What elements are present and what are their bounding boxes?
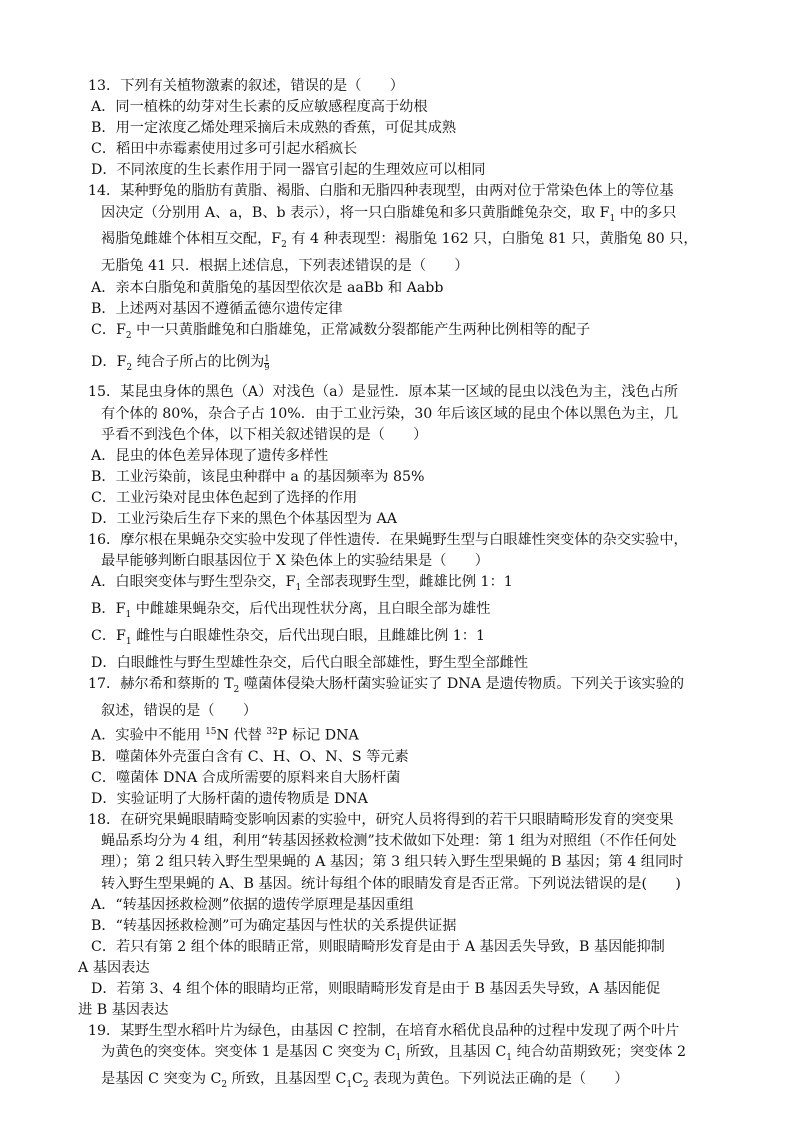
text-segment: C．F: [91, 321, 126, 338]
question-16-stem-line-2: 最早能够判断白眼基因位于 X 染色体上的实验结果是（ ）: [101, 553, 489, 570]
subscript: 2: [281, 240, 287, 251]
text-segment: 全部表现野生型，雌雄比例 1：1: [301, 574, 513, 591]
question-14-stem-line-3: [101, 229, 738, 256]
text-segment: 所致，且基因 C: [401, 1044, 507, 1061]
question-15-option-a: A．昆虫的体色差异体现了遗传多样性: [91, 447, 329, 464]
text-segment: 表现为黄色。下列说法正确的是（ ）: [368, 1071, 629, 1088]
question-16-option-a: [91, 572, 738, 599]
subscript: 1: [346, 1080, 353, 1091]
question-16-option-b: [91, 599, 738, 626]
text-segment: A．实验中不能用: [91, 727, 206, 744]
question-18-option-d-line-1: D．若第 3、4 组个体的眼睛均正常，则眼睛畸形发育是由于 B 基因丢失导致，A 基因能促: [91, 981, 661, 998]
text-segment: 因决定（分别用 A、a，B、b 表示），将一只白脂雄兔和多只黄脂雌兔杂交，取 F: [101, 204, 610, 221]
question-15-stem-line-3: 乎看不到浅色个体，以下相关叙述错误的是（ ）: [101, 426, 428, 443]
subscript: 2: [221, 1080, 228, 1091]
text-segment: P 标记 DNA: [277, 727, 359, 744]
question-17-stem-line-1: [88, 674, 738, 701]
text-segment: 噬菌体侵染大肠杆菌实验证实了 DNA 是遗传物质。下列关于该实验的: [239, 676, 685, 693]
subscript: 1: [506, 1053, 512, 1064]
question-13-stem: 13．下列有关植物激素的叙述，错误的是（ ）: [88, 78, 404, 94]
question-18-option-a: A．“转基因拯救检测”依据的遗传学原理是基因重组: [91, 896, 414, 913]
question-14-option-c: [91, 320, 738, 347]
subscript: 1: [395, 1053, 402, 1064]
question-14-stem-line-1: 14．某种野兔的脂肪有黄脂、褐脂、白脂和无脂四种表现型，由两对位于常染色体上的等位基: [88, 183, 674, 200]
subscript: 1: [125, 610, 132, 621]
question-17-stem-line-2: 叙述，错误的是（ ）: [101, 703, 258, 720]
question-14: [78, 181, 738, 382]
subscript: 1: [609, 213, 616, 224]
superscript: 32: [266, 727, 278, 738]
question-16-option-c: [91, 626, 738, 653]
text-segment: N 代替: [216, 727, 267, 744]
question-14-option-d: [91, 347, 738, 383]
question-15-option-c: C．工业污染对昆虫体色起到了选择的作用: [91, 489, 358, 506]
fraction: [264, 355, 269, 372]
question-14-option-b: B．上述两对基因不遵循孟德尔遗传定律: [91, 300, 343, 317]
text-segment: 纯合子所占的比例为: [132, 353, 265, 370]
question-17-option-a: [91, 722, 738, 747]
subscript: 1: [295, 583, 302, 594]
question-18-option-d-line-2: 进 B 基因表达: [78, 1002, 169, 1019]
question-17-option-b: B．噬菌体外壳蛋白含有 C、H、O、N、S 等元素: [91, 748, 409, 765]
text-segment: 中一只黄脂雌兔和白脂雄兔，正常减数分裂都能产生两种比例相等的配子: [131, 321, 591, 338]
question-16-stem-line-1: 16．摩尔根在果蝇杂交实验中发现了伴性遗传．在果蝇野生型与白眼雄性突变体的杂交实验中，: [88, 532, 688, 549]
question-13-option-a: A．同一植株的幼芽对生长素的反应敏感程度高于幼根: [91, 99, 428, 116]
text-segment: 为黄色的突变体。突变体 1 是基因 C 突变为 C: [101, 1044, 396, 1061]
question-15-option-d: D．工业污染后生存下来的黑色个体基因型为 AA: [91, 511, 397, 527]
text-segment: 是基因 C 突变为 C: [101, 1071, 222, 1088]
question-13-option-d: D．不同浓度的生长素作用于同一器官引起的生理效应可以相同: [91, 162, 486, 179]
question-17: [78, 674, 738, 810]
question-13: [78, 76, 738, 181]
question-19-stem-line-1: 19．某野生型水稻叶片为绿色，由基因 C 控制，在培育水稻优良品种的过程中发现了两个叶片: [88, 1023, 680, 1040]
question-15-stem-line-1: 15．某昆虫身体的黑色（A）对浅色（a）是显性．原本某一区域的昆虫以浅色为主，浅色占所: [88, 384, 679, 401]
question-18-stem-line-1: 18．在研究果蝇眼睛畸变影响因素的实验中，研究人员将得到的若干只眼睛畸形发育的突变果: [88, 812, 674, 829]
text-segment: 中的多只: [615, 204, 677, 221]
question-14-stem-line-4: 无脂兔 41 只．根据上述信息，下列表述错误的是（ ）: [101, 258, 469, 275]
fraction-numerator: 1: [264, 353, 270, 363]
question-15-stem-line-2: 有个体的 80%，杂合子占 10%．由于工业污染，30 年后该区域的昆虫个体以黑色为主，几: [101, 405, 679, 422]
subscript: 2: [362, 1080, 369, 1091]
question-15-option-b: B．工业污染前，该昆虫种群中 a 的基因频率为 85%: [91, 468, 425, 485]
subscript: 1: [125, 636, 132, 647]
question-19-stem-line-3: [101, 1069, 738, 1096]
question-14-stem-line-2: [101, 203, 738, 230]
text-segment: 褐脂兔雌雄个体相互交配，F: [101, 231, 282, 248]
question-18-stem-line-2: 蝇品系均分为 4 组，利用“转基因拯救检测”技术做如下处理：第 1 组为对照组（不作任何处: [101, 833, 677, 850]
question-18: [78, 810, 738, 1021]
question-18-stem-line-4: 转入野生型果蝇的 A、B 基因。统计每组个体的眼睛发育是否正常。下列说法错误的是( ): [101, 875, 681, 892]
fraction-denominator: 9: [264, 362, 270, 372]
question-19-stem-line-2: [101, 1042, 738, 1069]
question-15: [78, 382, 738, 530]
text-segment: A．白眼突变体与野生型杂交，F: [91, 574, 296, 591]
text-segment: 雌性与白眼雄性杂交，后代出现白眼，且雌雄比例 1：1: [131, 628, 486, 645]
text-segment: 所致，且基因型 C: [227, 1071, 347, 1088]
question-16-option-d: D．白眼雌性与野生型雄性杂交，后代白眼全部雄性，野生型全部雌性: [91, 655, 529, 672]
text-segment: B．F: [91, 601, 126, 618]
question-18-stem-line-3: 理）；第 2 组只转入野生型果蝇的 A 基因；第 3 组只转入野生型果蝇的 B 基因；第 4 组同时: [101, 854, 684, 871]
question-17-option-d: D．实验证明了大肠杆菌的遗传物质是 DNA: [91, 791, 368, 808]
question-18-option-c-line-1: C．若只有第 2 组个体的眼睛正常，则眼睛畸形发育是由于 A 基因丢失导致，B 基因能抑制: [91, 938, 665, 955]
superscript: 15: [205, 727, 217, 738]
text-segment: 有 4 种表现型：褐脂兔 162 只，白脂兔 81 只，黄脂兔 80 只，: [286, 231, 698, 248]
text-segment: C: [352, 1071, 363, 1088]
subscript: 2: [233, 684, 240, 695]
text-segment: 17．赫尔希和蔡斯的 T: [88, 676, 234, 693]
text-segment: C．F: [91, 628, 126, 645]
subscript: 2: [126, 362, 133, 373]
question-18-option-b: B．“转基因拯救检测”可为确定基因与性状的关系提供证据: [91, 917, 457, 934]
question-17-option-c: C．噬菌体 DNA 合成所需要的原料来自大肠杆菌: [91, 770, 401, 787]
question-18-option-c-line-2: A 基因表达: [78, 959, 150, 976]
text-segment: D．F: [91, 353, 127, 370]
text-segment: 中雌雄果蝇杂交，后代出现性状分离，且白眼全部为雄性: [131, 601, 491, 618]
text-segment: 纯合幼苗期致死；突变体 2: [511, 1044, 687, 1061]
subscript: 2: [125, 330, 132, 341]
question-14-option-a: A．亲本白脂兔和黄脂兔的基因型依次是 aaBb 和 Aabb: [91, 279, 444, 296]
question-13-option-c: C．稻田中赤霉素使用过多可引起水稻疯长: [91, 141, 358, 158]
exam-page: [78, 76, 738, 1096]
question-16: [78, 530, 738, 674]
question-13-option-b: B．用一定浓度乙烯处理采摘后未成熟的香蕉，可促其成熟: [91, 120, 457, 137]
question-19: [78, 1021, 738, 1096]
